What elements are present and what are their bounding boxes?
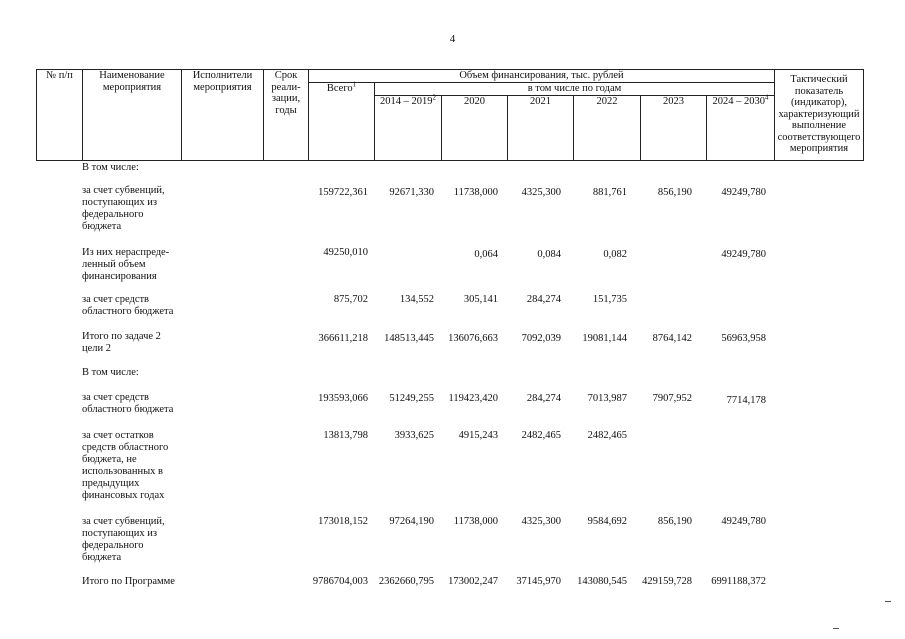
- value-2022: 0,082: [603, 249, 627, 260]
- page-number: 4: [449, 33, 456, 45]
- row-label: за счет остатков средств областного бюджета, не использованных в предыдущих финансовых годах: [82, 430, 169, 502]
- header-total: Всего$^1$: [309, 83, 375, 161]
- value-2023: 856,190: [657, 187, 692, 198]
- header-executors: Исполнители мероприятия: [182, 70, 264, 161]
- header-table: [36, 69, 864, 161]
- value-total: 9786704,003: [312, 576, 368, 587]
- value-2020: 119423,420: [448, 393, 498, 404]
- value-2024-2030: 49249,780: [721, 249, 766, 260]
- value-2023: 7907,952: [652, 393, 692, 404]
- value-2021: 284,274: [526, 294, 561, 305]
- value-2020: 0,064: [474, 249, 498, 260]
- value-2024-2030: 7714,178: [726, 395, 766, 406]
- value-2023: 8764,142: [652, 333, 692, 344]
- value-2021: 7092,039: [521, 333, 561, 344]
- row-label: Итого по задаче 2 цели 2: [82, 331, 161, 355]
- header-year-2023: 2023: [641, 96, 707, 161]
- header-funding-title: Объем финансирования, тыс. рублей: [309, 70, 775, 83]
- row-label: Итого по Программе: [82, 576, 175, 587]
- value-2022: 19081,144: [582, 333, 627, 344]
- value-2014-2019: 92671,330: [389, 187, 434, 198]
- value-total: 159722,361: [318, 187, 368, 198]
- value-2023: 856,190: [657, 516, 692, 527]
- value-2021: 284,274: [526, 393, 561, 404]
- value-total: 366611,218: [318, 333, 368, 344]
- value-2022: 9584,692: [587, 516, 627, 527]
- value-2020: 11738,000: [453, 516, 498, 527]
- value-total: 875,702: [333, 294, 368, 305]
- value-2021: 0,084: [537, 249, 561, 260]
- row-label: за счет субвенций, поступающих из федерального бюджета: [82, 185, 165, 233]
- value-2021: 4325,300: [521, 516, 561, 527]
- scan-speck: [833, 628, 839, 629]
- row-label: за счет средств областного бюджета: [82, 294, 174, 318]
- value-2022: 143080,545: [577, 576, 627, 587]
- header-year-2014-2019: 2014 – 2019$^2$: [375, 96, 442, 161]
- value-2021: 37145,970: [516, 576, 561, 587]
- value-2020: 11738,000: [453, 187, 498, 198]
- value-2014-2019: 97264,190: [389, 516, 434, 527]
- header-year-2021: 2021: [508, 96, 574, 161]
- value-total: 49250,010: [323, 247, 368, 258]
- value-2014-2019: 134,552: [399, 294, 434, 305]
- row-label: за счет средств областного бюджета: [82, 392, 174, 416]
- value-2024-2030: 49249,780: [721, 187, 766, 198]
- header-year-2022: 2022: [574, 96, 641, 161]
- value-2023: 429159,728: [642, 576, 692, 587]
- value-2020: 4915,243: [458, 430, 498, 441]
- value-2020: 305,141: [463, 294, 498, 305]
- header-num: № п/п: [37, 70, 83, 161]
- row-label: Из них нераспреде-ленный объем финансирования: [82, 247, 170, 283]
- value-2014-2019: 148513,445: [384, 333, 434, 344]
- scan-speck: [885, 601, 891, 602]
- row-label: за счет субвенций, поступающих из федерального бюджета: [82, 516, 165, 564]
- value-2024-2030: 49249,780: [721, 516, 766, 527]
- value-2020: 173002,247: [448, 576, 498, 587]
- header-name: Наименование мероприятия: [83, 70, 182, 161]
- value-2022: 7013,987: [587, 393, 627, 404]
- header-year-2024-2030: 2024 – 2030$^4$: [707, 96, 775, 161]
- header-year-2020: 2020: [442, 96, 508, 161]
- value-2024-2030: 6991188,372: [711, 576, 766, 587]
- value-2014-2019: 2362660,795: [378, 576, 434, 587]
- value-2022: 881,761: [592, 187, 627, 198]
- value-2021: 2482,465: [521, 430, 561, 441]
- value-2014-2019: 3933,625: [394, 430, 434, 441]
- value-2021: 4325,300: [521, 187, 561, 198]
- value-total: 13813,798: [323, 430, 368, 441]
- value-2014-2019: 51249,255: [389, 393, 434, 404]
- value-2020: 136076,663: [448, 333, 498, 344]
- value-2022: 151,735: [592, 294, 627, 305]
- header-term: Срок реали-зации, годы: [264, 70, 309, 161]
- value-2024-2030: 56963,958: [721, 333, 766, 344]
- row-label: В том числе:: [82, 162, 139, 173]
- header-indicator: Тактический показатель (индикатор), характеризующий выполнение соответствующего мероприятия: [775, 70, 864, 161]
- value-total: 173018,152: [318, 516, 368, 527]
- row-label: В том числе:: [82, 367, 139, 378]
- value-2022: 2482,465: [587, 430, 627, 441]
- header-by-years: в том числе по годам: [375, 83, 775, 96]
- value-total: 193593,066: [318, 393, 368, 404]
